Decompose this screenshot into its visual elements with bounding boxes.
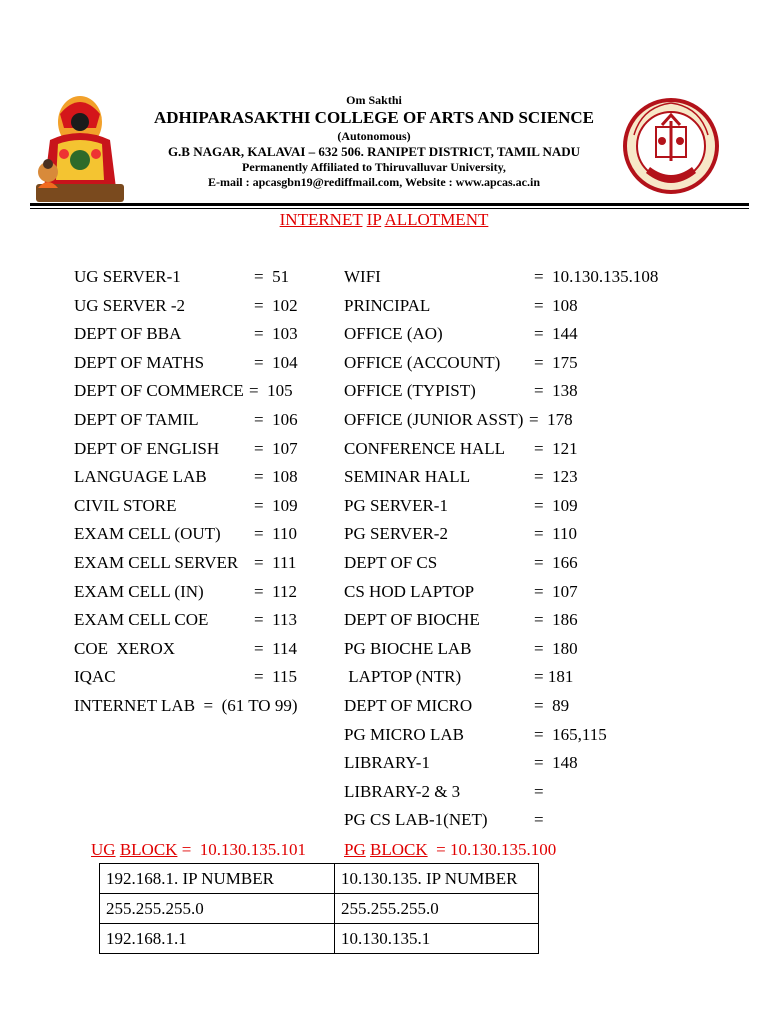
list-item-value: = 51: [254, 267, 290, 286]
list-item-value: = 112: [254, 581, 297, 601]
letterhead: [0, 0, 768, 210]
list-item-value: = 113: [254, 610, 297, 630]
list-item-value: = 109: [254, 495, 298, 515]
title-word-internet: INTERNET: [279, 210, 363, 229]
list-item-name: PG SERVER-2: [344, 524, 448, 544]
list-item-name: DEPT OF COMMERCE: [74, 381, 244, 401]
list-item-name: OFFICE (AO): [344, 324, 443, 344]
list-item-name: UG SERVER -2: [74, 295, 186, 315]
ip-table: [99, 863, 539, 954]
list-item-value: = 186: [534, 610, 578, 630]
list-item-value: = 89: [534, 696, 570, 715]
list-item-value: = 148: [534, 753, 578, 773]
table-cell: 192.168.1. IP NUMBER: [100, 864, 335, 894]
list-item-value: =: [534, 781, 544, 801]
list-item-name: OFFICE (ACCOUNT): [344, 352, 501, 372]
list-item-name: CS HOD LAPTOP: [344, 581, 475, 601]
list-item-name: COE XEROX: [74, 638, 176, 658]
list-item-name: OFFICE (JUNIOR ASST): [344, 410, 524, 429]
list-item-name: DEPT OF BIOCHE: [344, 610, 480, 630]
title-word-allotment: ALLOTMENT: [384, 210, 489, 229]
list-item-name: OFFICE (TYPIST): [344, 381, 476, 401]
list-item-name: SEMINAR HALL: [344, 467, 471, 487]
list-item-value: = 108: [254, 467, 298, 487]
college-address: G.B NAGAR, KALAVAI – 632 506. RANIPET DISTRICT, TAMIL NADU: [167, 144, 581, 159]
list-item-name: DEPT OF ENGLISH: [74, 438, 220, 458]
ug-block-word: BLOCK: [119, 840, 178, 859]
title-word-ip: IP: [366, 210, 382, 229]
list-item-value: = 166: [534, 553, 578, 572]
college-status: (Autonomous): [337, 129, 411, 143]
list-item-value: = 144: [534, 324, 578, 344]
list-item-name: LAPTOP (NTR): [344, 667, 462, 687]
header-rule-thin: [30, 208, 749, 209]
college-affiliation: Permanently Affiliated to Thiruvalluvar University,: [242, 160, 506, 174]
table-row: [100, 924, 539, 954]
list-item-value: = 103: [254, 324, 298, 344]
list-item-name: PG BIOCHE LAB: [344, 638, 472, 658]
list-item-value: = 110: [254, 524, 297, 544]
pg-block-label: [344, 839, 556, 861]
list-item-name: DEPT OF MICRO: [344, 696, 473, 715]
table-row: [100, 894, 539, 924]
list-item-value: = 109: [534, 495, 578, 515]
list-item-name: DEPT OF BBA: [74, 324, 182, 344]
ug-block-label: [91, 839, 306, 861]
letterhead-text: [130, 92, 618, 190]
table-cell: 255.255.255.0: [335, 894, 539, 924]
list-item-value: = 180: [534, 638, 578, 658]
list-item-value: = 110: [534, 524, 577, 544]
list-item-value: = 104: [254, 352, 298, 372]
list-item-value: = 121: [534, 438, 578, 458]
college-contact: E-mail : apcasgbn19@rediffmail.com, Website : www.apcas.ac.in: [207, 175, 541, 189]
ug-block-ip: = 10.130.135.101: [177, 840, 307, 859]
list-item-value: = 115: [254, 667, 297, 687]
list-item-name: PG SERVER-1: [344, 495, 448, 515]
list-item-name: LIBRARY-2 & 3: [344, 781, 461, 801]
list-item-name: CONFERENCE HALL: [344, 438, 506, 458]
list-item-name: DEPT OF CS: [344, 553, 438, 572]
page-title: [0, 210, 768, 230]
list-item-value: = 114: [254, 638, 297, 658]
list-item-name: PG CS LAB-1(NET): [344, 810, 488, 830]
list-item-value: = 175: [534, 352, 578, 372]
list-item-name: EXAM CELL COE: [74, 610, 209, 630]
list-item-value: = 181: [534, 667, 574, 687]
list-item-name: EXAM CELL (OUT): [74, 524, 221, 544]
list-item-value: = 105: [249, 381, 293, 401]
list-item-name: DEPT OF TAMIL: [74, 410, 199, 429]
list-item-name: WIFI: [344, 267, 381, 286]
list-item-name: CIVIL STORE: [74, 495, 177, 515]
pg-block-word: BLOCK: [369, 840, 428, 859]
list-item-value: = 107: [254, 438, 298, 458]
list-item-value: = 106: [254, 410, 298, 429]
list-item-value: = 165,115: [534, 724, 607, 744]
college-seal-image: [622, 95, 720, 197]
list-item-name: EXAM CELL SERVER: [74, 553, 239, 572]
table-row: [100, 864, 539, 894]
table-cell: 10.130.135.1: [335, 924, 539, 954]
invocation: Om Sakthi: [346, 93, 402, 107]
table-cell: 192.168.1.1: [100, 924, 335, 954]
header-rule-thick: [30, 203, 749, 206]
table-cell: 10.130.135. IP NUMBER: [335, 864, 539, 894]
list-item-name: LIBRARY-1: [344, 753, 430, 773]
list-item-value: = 107: [534, 581, 578, 601]
list-item-name: UG SERVER-1: [74, 267, 181, 286]
pg-block-ip: = 10.130.135.100: [427, 840, 557, 859]
list-item-value: = 111: [254, 553, 297, 572]
list-item-value: =: [534, 810, 544, 830]
list-item-value: = 138: [534, 381, 578, 401]
college-name: ADHIPARASAKTHI COLLEGE OF ARTS AND SCIENCE: [153, 108, 595, 127]
ug-word: UG: [91, 840, 116, 859]
list-item-name: PRINCIPAL: [344, 295, 431, 315]
table-cell: 255.255.255.0: [100, 894, 335, 924]
list-item-name: PG MICRO LAB: [344, 724, 464, 744]
list-item-name: IQAC: [74, 667, 116, 687]
list-item-value: = 123: [534, 467, 578, 487]
deity-logo-image: [30, 92, 130, 204]
list-item-value: = 108: [534, 295, 578, 315]
list-item-name: INTERNET LAB = (61 TO 99): [74, 696, 298, 715]
list-item-value: = 102: [254, 295, 298, 315]
list-item-name: LANGUAGE LAB: [74, 467, 207, 487]
list-item-name: DEPT OF MATHS: [74, 352, 205, 372]
list-item-value: = 10.130.135.108: [534, 267, 659, 286]
list-item-name: EXAM CELL (IN): [74, 581, 204, 601]
list-item-value: = 178: [529, 410, 573, 429]
pg-word: PG: [344, 840, 366, 859]
